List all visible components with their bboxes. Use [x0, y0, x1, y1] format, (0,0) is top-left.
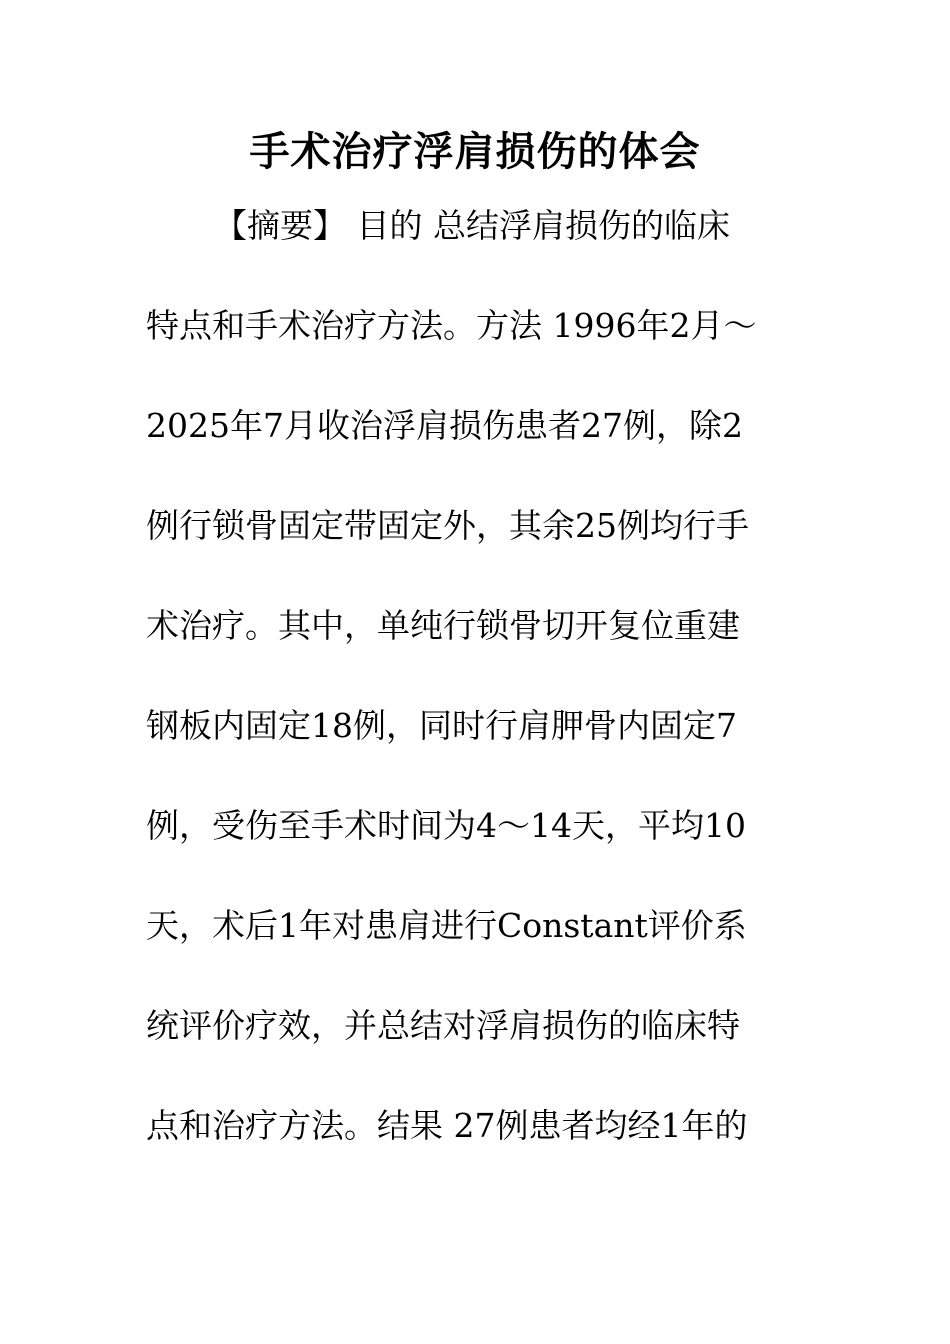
abstract-line-1: 【摘要】 目的 总结浮肩损伤的临床: [214, 206, 730, 245]
abstract-line-5: 术治疗。其中，单纯行锁骨切开复位重建: [146, 606, 740, 645]
abstract-line-7: 例，受伤至手术时间为4～14天，平均10: [146, 806, 746, 845]
document-title: 手术治疗浮肩损伤的体会: [249, 128, 701, 175]
abstract-line-9: 统评价疗效，并总结对浮肩损伤的临床特: [146, 1006, 740, 1045]
abstract-line-3: 2025年7月收治浮肩损伤患者27例，除2: [146, 406, 743, 445]
abstract-line-6: 钢板内固定18例，同时行肩胛骨内固定7: [146, 706, 737, 745]
abstract-line-4: 例行锁骨固定带固定外，其余25例均行手: [146, 506, 749, 545]
abstract-line-8: 天，术后1年对患肩进行Constant评价系: [146, 906, 747, 945]
abstract-line-2: 特点和手术治疗方法。方法 1996年2月～: [146, 306, 757, 345]
abstract-line-10: 点和治疗方法。结果 27例患者均经1年的: [146, 1106, 748, 1145]
